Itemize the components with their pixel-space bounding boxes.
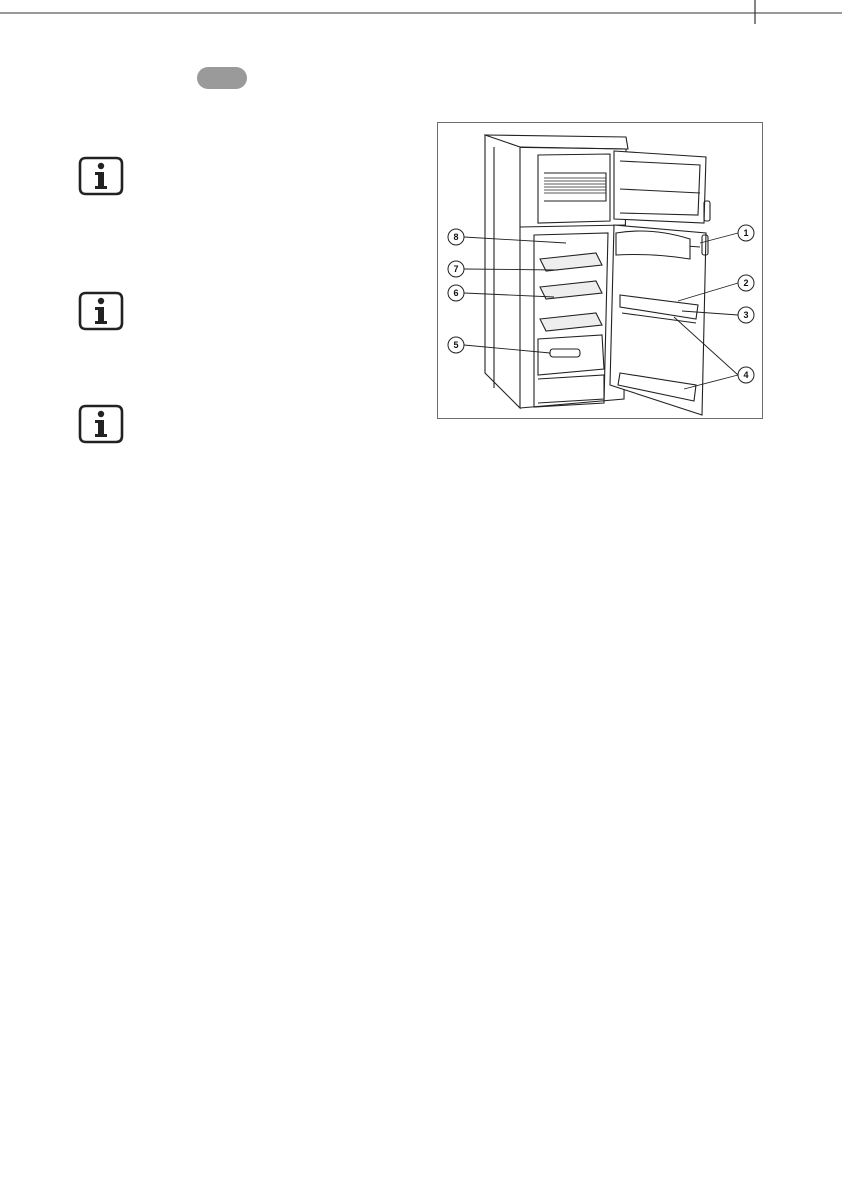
info-icon — [78, 404, 124, 444]
callout-6 — [448, 285, 464, 301]
svg-text:2: 2 — [743, 278, 749, 288]
language-badge — [197, 67, 247, 89]
callout-1 — [738, 225, 754, 241]
info-icon — [78, 156, 124, 196]
svg-text:7: 7 — [453, 264, 459, 274]
callout-5 — [448, 337, 464, 353]
svg-text:1: 1 — [743, 228, 749, 238]
fridge-illustration — [437, 122, 763, 419]
callout-3 — [738, 307, 754, 323]
svg-text:5: 5 — [453, 340, 459, 350]
svg-text:4: 4 — [743, 370, 749, 380]
callout-2 — [738, 275, 754, 291]
svg-text:6: 6 — [453, 288, 459, 298]
callout-8 — [448, 229, 464, 245]
info-icon — [78, 291, 124, 331]
top-rule — [0, 0, 842, 26]
callout-7 — [448, 261, 464, 277]
fridge-drawing — [438, 123, 764, 420]
callout-4 — [738, 367, 754, 383]
svg-text:8: 8 — [453, 232, 459, 242]
svg-text:3: 3 — [743, 310, 749, 320]
